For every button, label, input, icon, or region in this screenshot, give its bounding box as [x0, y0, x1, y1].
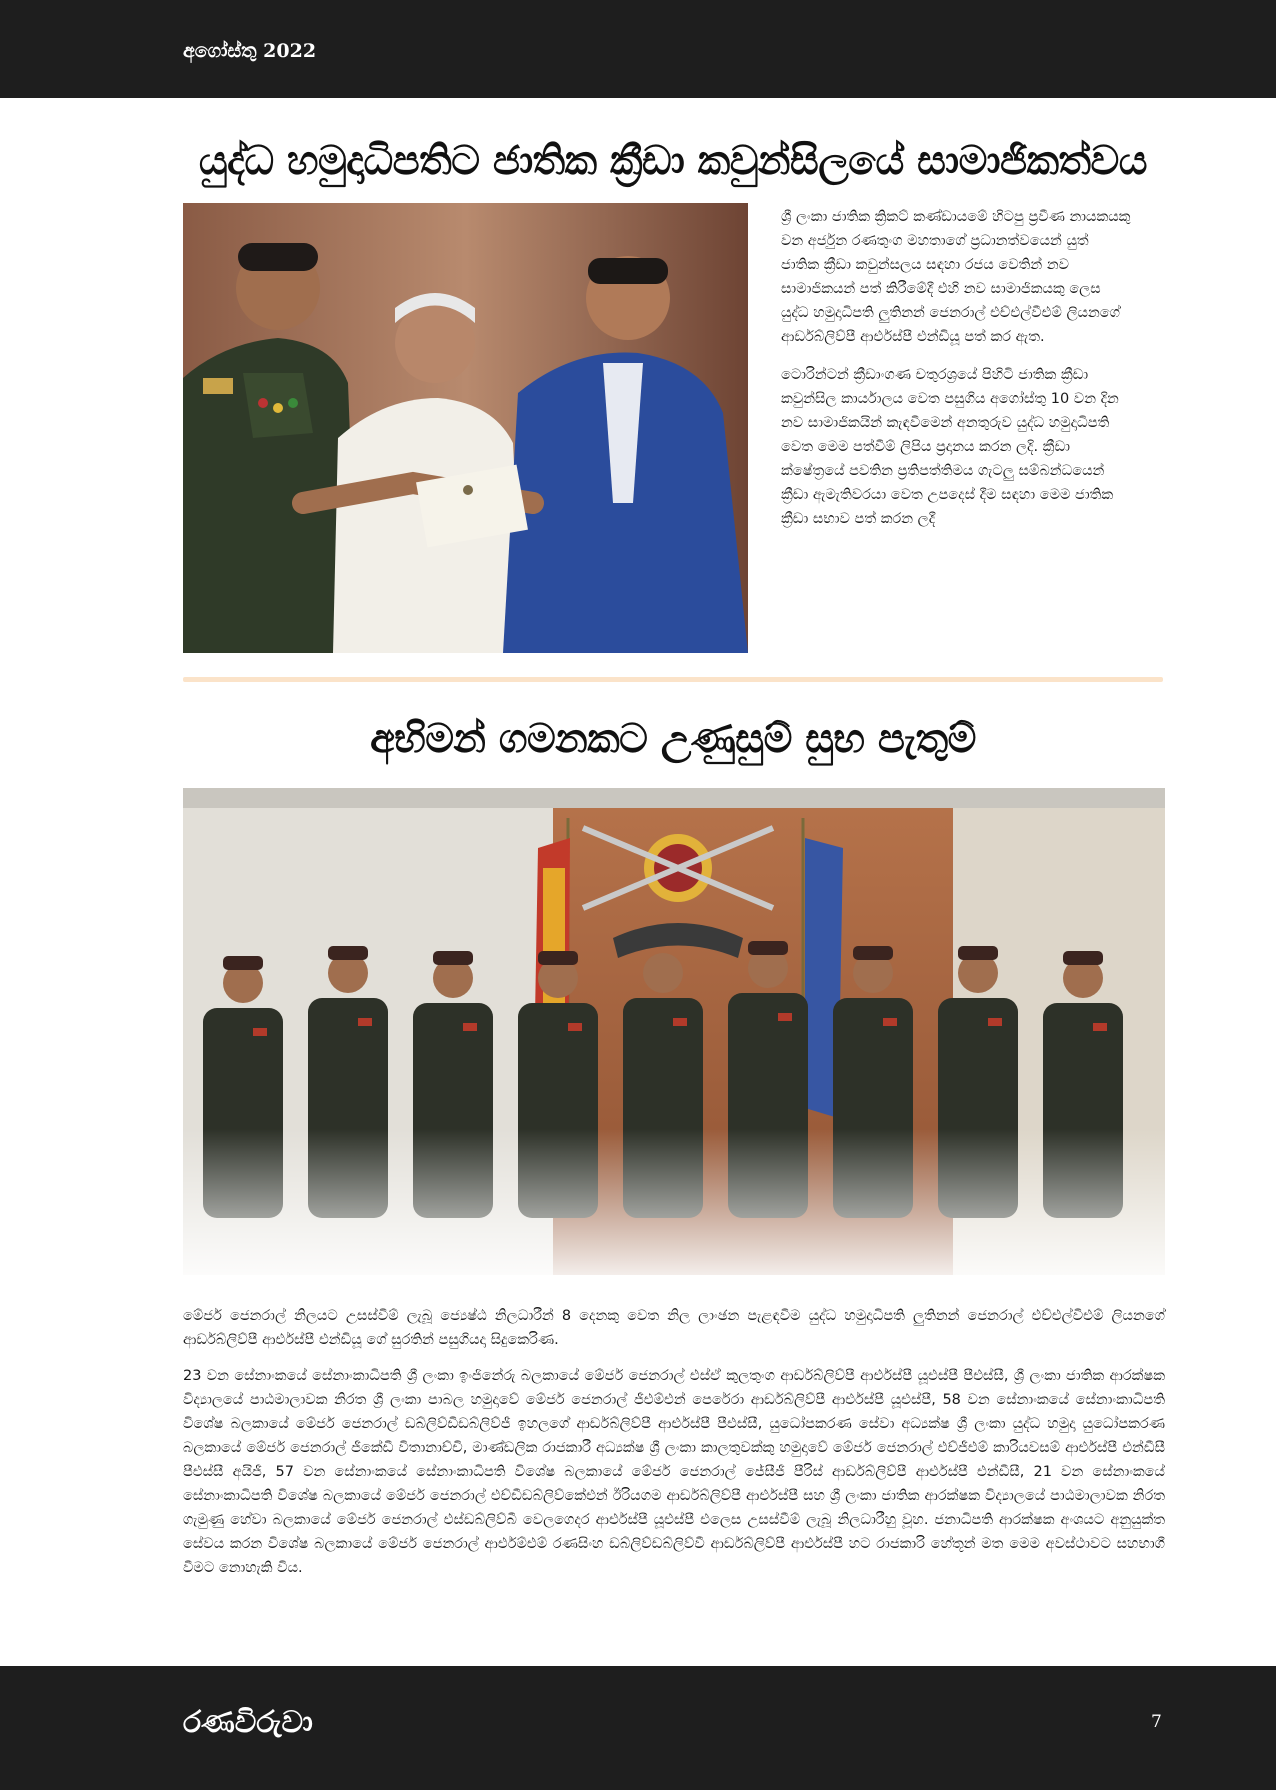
article-2-body — [183, 1304, 1165, 1592]
article-1-paragraph: ශ්‍රී ලංකා ජාතික ක්‍රිකට් කණ්ඩායමේ හිටපු ප්‍රවීණ නායකයකු වන අර්ජුන රණතුංග මහතාගේ ප්‍රධානත්වයෙන් යුත් ජාතික ක්‍රීඩා කවුන්සලය සඳහා රජය වෙතින් නව සාමාජිකයන් පත් කිරීමේදී එහි නව සාමාජිකයකු ලෙස යුද්ධ හමුදාධිපති ලුතිනන් ජෙනරාල් එච්එල්වීඑම් ලියනගේ ආර්ඩබ්ලිව්පී ආර්එස්පී එන්ඩියූ පත් කර ඇත. — [781, 209, 1131, 345]
article-1-paragraph: ටොරින්ටන් ක්‍රීඩාංගණ චතුරශ්‍රයේ පිහිටි ජාතික ක්‍රීඩා කවුන්සිල කාර්යාලය වෙත පසුගිය අගෝස්තු 10 වන දින නව සාමාජිකයින් කැඳවීමෙන් අනතුරුව යුද්ධ හමුදාධිපති වෙත මෙම පත්වීම් ලිපිය ප්‍රදානය කරන ලදි. ක්‍රීඩා ක්ෂේත්‍රයේ පවතින ප්‍රතිපත්තිමය ගැටලු සම්බන්ධයෙන් ක්‍රීඩා ඇමැතිවරයා වෙත උපදෙස් දීම සඳහා මෙම ජාතික ක්‍රීඩා සභාව පත් කරන ලදී — [781, 367, 1119, 527]
article-1-body — [781, 205, 1131, 545]
article-1-photo — [183, 203, 748, 653]
article-2-paragraph: මේජර් ජෙනරාල් නිලයට උසස්වීම් ලැබූ ජ්‍යෙෂ්ඨ නිලධාරීන් 8 දෙනකු වෙත නිල ලාංඡන පැළඳවීම යුද්ධ හමුදාධිපති ලුතිනන් ජෙනරාල් එච්එල්වීඑම් ලියනගේ ආර්ඩබ්ලිව්පී ආර්එස්පී එන්ඩියූ ගේ සුරතින් පසුගියදා සිදුකෙරිණ. — [183, 1308, 1165, 1348]
article-1-headline: යුද්ධ හමුදාධිපතිට ජාතික ක්‍රීඩා කවුන්සිලයේ සාමාජිකත්වය — [198, 138, 1148, 184]
magazine-name: රණවිරුවා — [183, 1705, 313, 1740]
article-2-headline: අභිමන් ගමනකට උණුසුම් සුභ පැතුම් — [370, 716, 976, 762]
article-2-group-photo — [183, 788, 1165, 1275]
issue-date: අගෝස්තු 2022 — [183, 40, 317, 62]
article-2-paragraph: 23 වන සේනාංකයේ සේනාංකාධිපති ශ්‍රී ලංකා ඉංජිනේරු බලකායේ මේජර් ජෙනරාල් එස්ඒ කුලතුංග ආර්ඩබ්ලිව්පී ආර්එස්පී යූඑස්පී පීඑස්සී, ශ්‍රී ලංකා ජාතික ආරක්ෂක විද්‍යාලයේ පාඨමාලාවක නිරත ශ්‍රී ලංකා පාබල හමුදාවේ මේජර් ජෙනරාල් ජීඑම්එන් පෙරේරා ආර්ඩබ්ලිව්පී ආර්එස්පී යූඑස්පී, 58 වන සේනාංකයේ සේනාංකාධිපති විශේෂ බලකායේ මේජර් ජෙනරාල් ඩබ්ලිව්ඩීඩබ්ලිව්ජී ඉහලගේ ආර්ඩබ්ලිව්පී ආර්එස්පී පීඑස්සී, යුධෝපකරණ සේවා අධ්‍යක්ෂ ශ්‍රී ලංකා යුද්ධ හමුදා යුධෝපකරණ බලකායේ මේජර් ජෙනරාල් ජීකේඩී විතානාච්චි, මාණ්ඩලික රාජකාරී අධ්‍යක්ෂ ශ්‍රී ලංකා කාලතුවක්කු හමුදාවේ මේජර් ජෙනරාල් එච්ජීඑම් කාරියවසම් ආර්එස්පී එන්ඩීසී පීඑස්සී අයිජී, 57 වන සේනාංකයේ සේනාංකාධිපති විශේෂ බලකායේ මේජර් ජෙනරාල් ජේසීජී පීරිස් ආර්ඩබ්ලිව්පී ආර්එස්පී එන්ඩීසී, 21 වන සේනාංකයේ සේනාංකාධිපති විශේෂ බලකායේ මේජර් ජෙනරාල් එච්ඩීඩබ්ලිව්කේඑන් ඊරියගම ආර්ඩබ්ලිව්පී ආර්එස්පී සහ ශ්‍රී ලංකා ජාතික ආරක්ෂක විද්‍යාලයේ පාඨමාලාවක නිරත ගැමුණු හේවා බලකායේ මේජර් ජෙනරාල් එස්ඩබ්ලිව්බී වෙලගෙදර ආර්එස්පී යූඑස්පී එලෙස උසස්වීම් ලැබූ නිලධාරීහු වූහ. ජනාධිපති ආරක්ෂක අංශයට අනුයුක්ත සේවය කරන විශේෂ බලකායේ මේජර් ජෙනරාල් ආර්එම්එම් රණසිංහ ඩබ්ලිව්ඩබ්ලිව්වී ආර්ඩබ්ලිව්පී ආර්එස්පී හට රාජකාරි හේතූන් මත මෙම අවස්ථාවට සහභාගී වීමට නොහැකි විය. — [183, 1368, 1165, 1576]
section-divider — [183, 677, 1163, 682]
page-number: 7 — [1151, 1712, 1162, 1732]
